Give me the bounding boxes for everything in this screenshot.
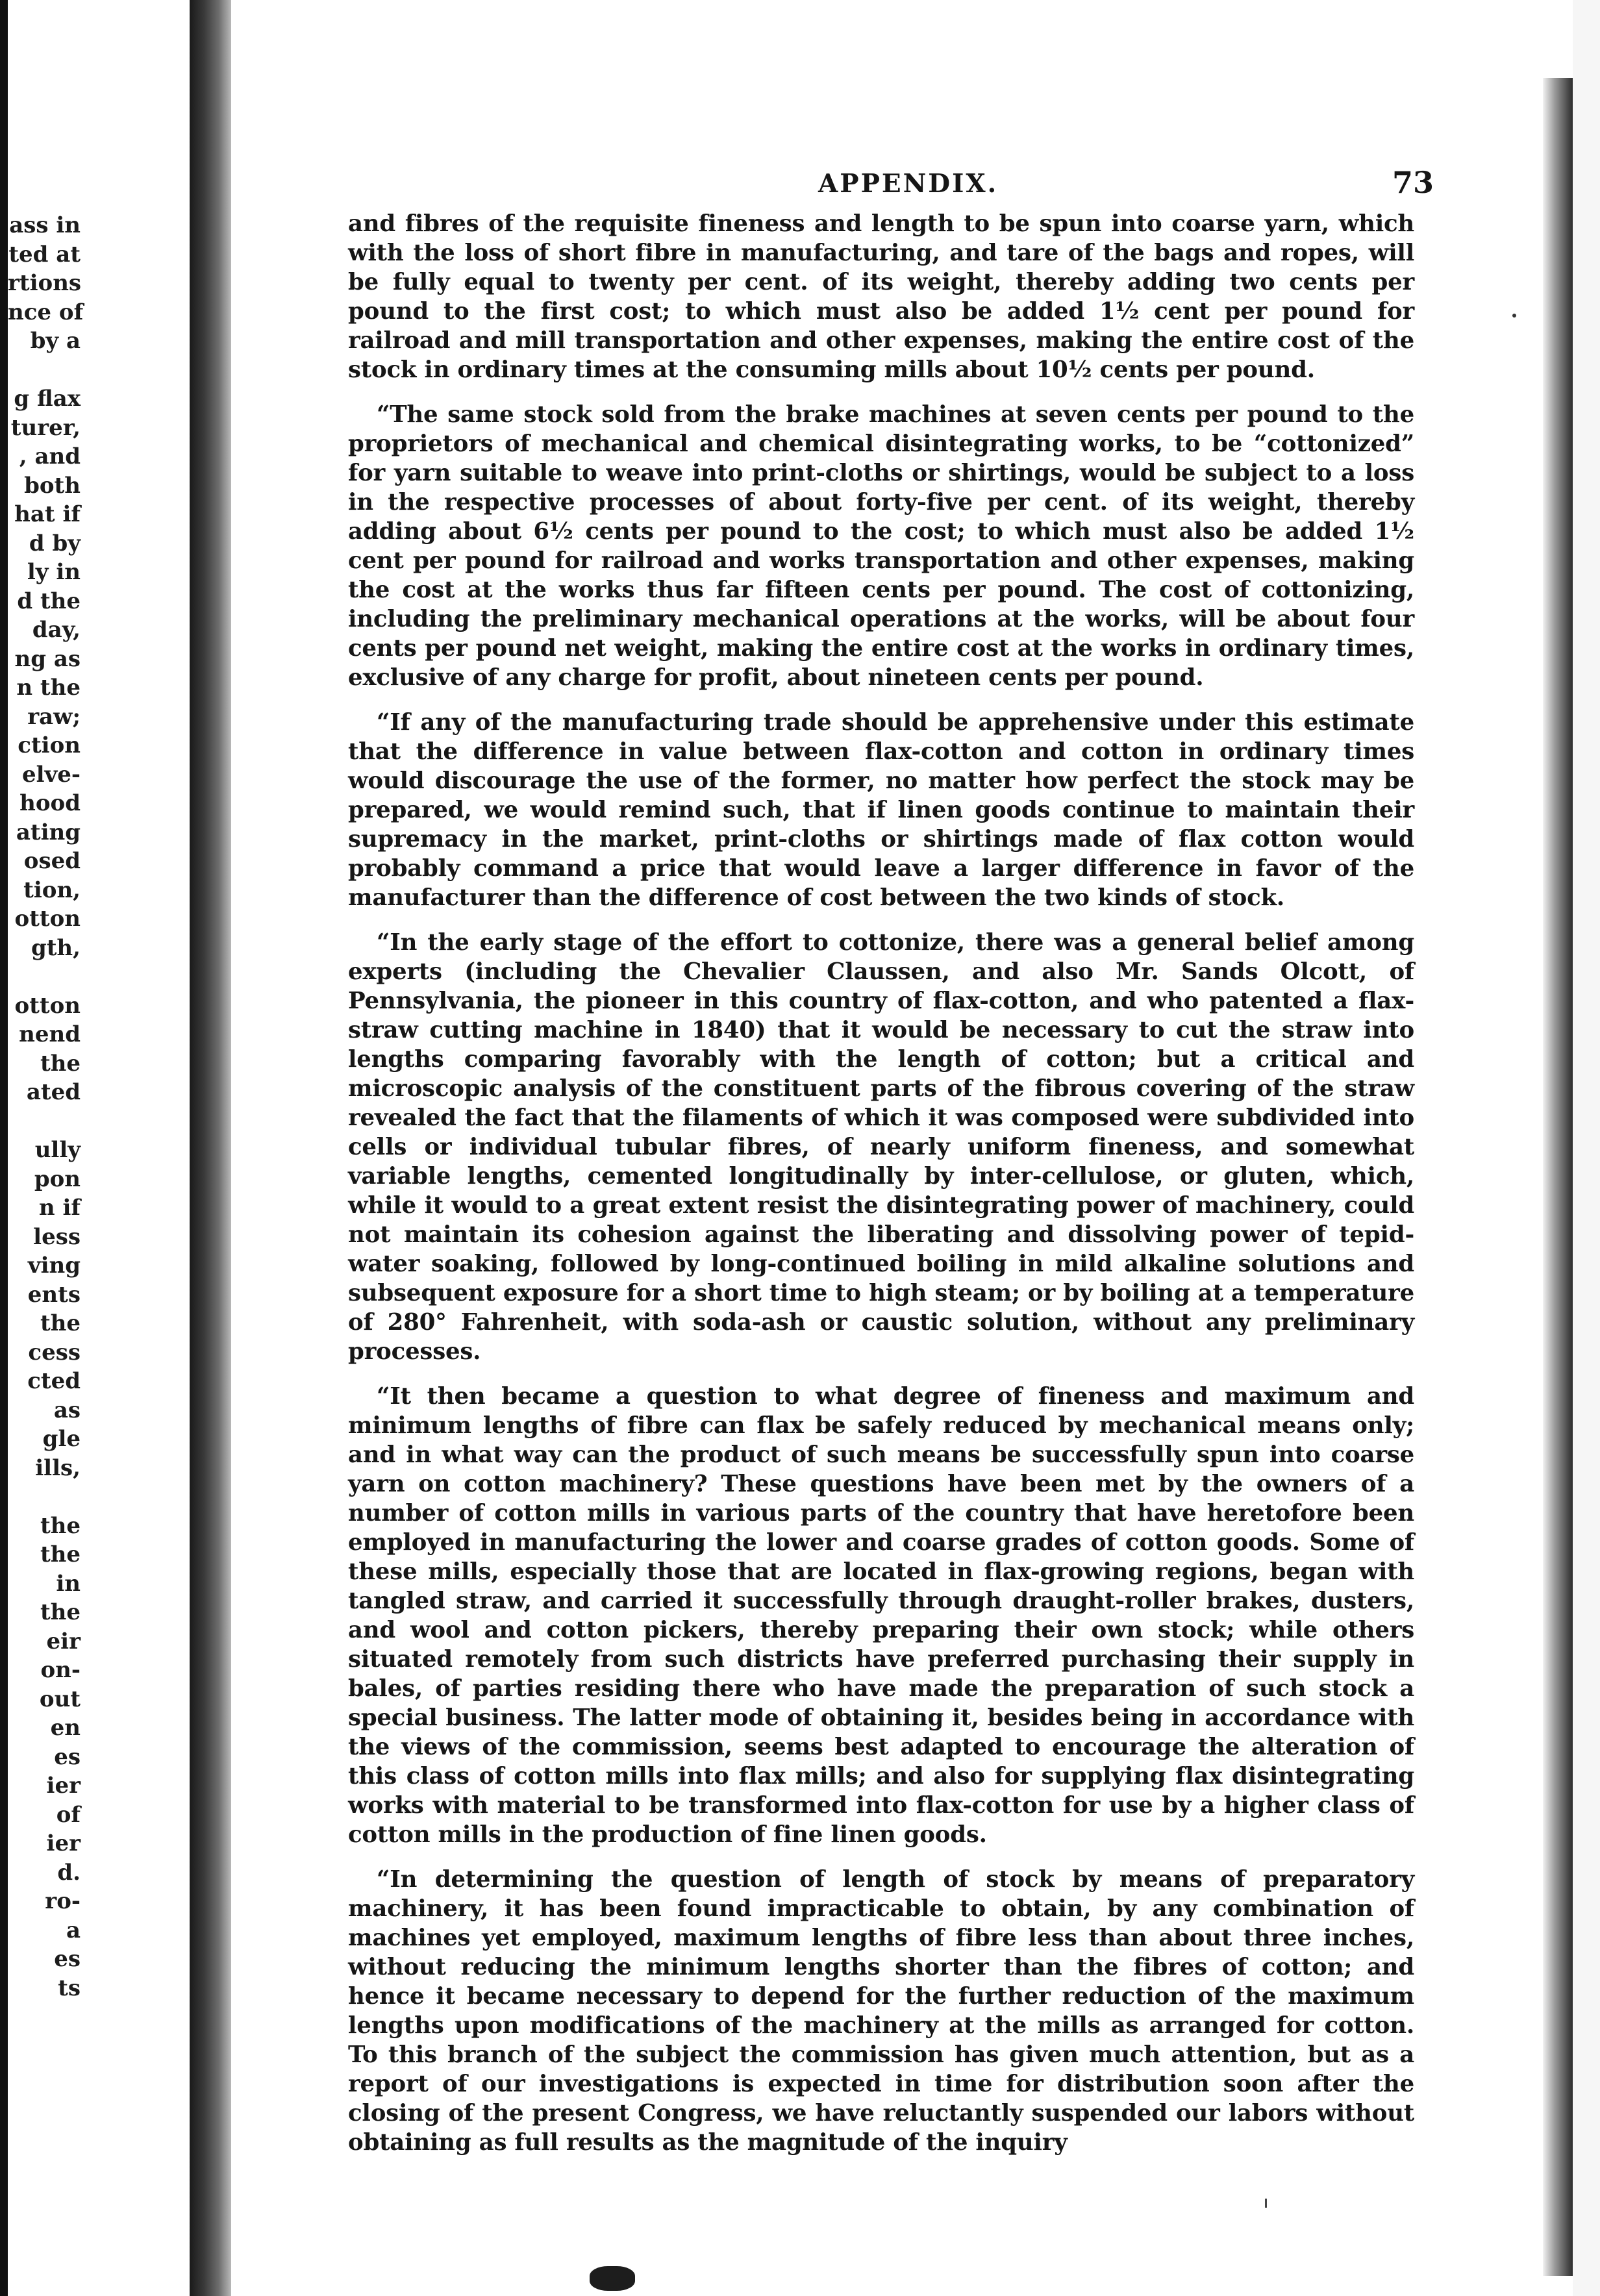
scan-border-left bbox=[0, 0, 8, 2296]
fragment-line: ier bbox=[46, 1830, 81, 1856]
fragment-line: eir bbox=[46, 1628, 81, 1654]
fragment-line bbox=[8, 1107, 190, 1136]
fragment-line: cess bbox=[28, 1339, 81, 1366]
fragment-line: ills, bbox=[35, 1454, 81, 1481]
fragment-line: the bbox=[40, 1310, 81, 1336]
fragment-line: rtions bbox=[8, 270, 82, 296]
fragment-line: by a bbox=[30, 328, 81, 354]
paragraph-2: “The same stock sold from the brake machines at seven cents per pound to the proprietors of mechanical and chemical disintegrating works, to be “cottonized” for yarn suitable to weave into print-cloths or shirtings, would be subject to a loss in the respective processes of about forty-five per cent. of its weight, thereby adding about 6½ cents per pound to the cost; to which must also be added 1½ cent per pound for railroad and works transportation and other expenses, making the cost at the works thus far fifteen cents per pound. The cost of cottonizing, including the preliminary mechanical operations at the works, will be about four cents per pound net weight, making the entire cost at the works in ordinary times, exclusive of any charge for profit, about nineteen cents per pound. bbox=[348, 401, 1414, 691]
page-edge-shadow bbox=[1543, 78, 1573, 2276]
running-title: APPENDIX. bbox=[818, 169, 999, 199]
paragraph-1: and fibres of the requisite fineness and length to be spun into coarse yarn, which with the loss of short fibre in manufacturing, and tare of the bags and ropes, will be fully equal to twenty per cent. of its weight, thereby adding two cents per pound to the first cost; to which must also be added 1½ cent per pound for railroad and mill transportation and other expenses, making the entire cost of the stock in ordinary times at the consuming mills about 10½ cents per pound. bbox=[348, 210, 1414, 383]
scan-speck bbox=[1512, 314, 1516, 318]
fragment-line: d by bbox=[29, 530, 81, 556]
fragment-line: day, bbox=[32, 617, 81, 643]
fragment-line: hat if bbox=[14, 501, 81, 527]
fragment-line: pon bbox=[34, 1166, 81, 1192]
scan-speck bbox=[1265, 2199, 1267, 2208]
fragment-line: nend bbox=[19, 1021, 81, 1047]
fragment-line: ully bbox=[34, 1137, 81, 1163]
paragraph-6: “In determining the question of length of stock by means of preparatory machinery, it has been found impracticable to obtain, by any combination of machines yet employed, maximum lengths of fibre less than about three inches, without reducing the minimum lengths shorter than the fibres of cotton; and hence it became necessary to depend for the further reduction of the maximum lengths upon modifications of the machinery at the mills as arranged for cotton. To this branch of the subject the commission has given much attention, but as a report of our investigations is expected in time for distribution soon after the closing of the present Congress, we have reluctantly suspended our labors without obtaining as full results as the magnitude of the inquiry bbox=[348, 1866, 1414, 2156]
fragment-line: elve- bbox=[21, 761, 81, 788]
fragment-line: n the bbox=[16, 675, 81, 701]
fragment-line: ro- bbox=[45, 1888, 81, 1914]
fragment-line: in bbox=[56, 1570, 81, 1597]
fragment-line: turer, bbox=[10, 414, 81, 441]
fragment-line: ving bbox=[27, 1253, 81, 1279]
fragment-line bbox=[8, 962, 190, 992]
fragment-line: ating bbox=[16, 819, 81, 845]
fragment-line: ass in bbox=[9, 212, 81, 238]
fragment-line: d the bbox=[17, 588, 81, 614]
fragment-line: on- bbox=[40, 1657, 81, 1683]
fragment-line: en bbox=[50, 1715, 81, 1741]
fragment-line: the bbox=[40, 1050, 81, 1077]
fragment-line bbox=[8, 1482, 190, 1512]
fragment-line: n if bbox=[38, 1195, 81, 1221]
paragraph-4: “In the early stage of the effort to cottonize, there was a general belief among experts (including the Chevalier Claussen, and also Mr. Sands Olcott, of Pennsylvania, the pioneer in this country of flax-cotton, and who patented a flax-straw cutting machine in 1840) that it would be necessary to cut the straw into lengths comparing favorably with the length of cotton; but a critical and microscopic analysis of the constituent parts of the fibrous covering of the straw revealed the fact that the filaments of which it was composed were subdivided into cells or individual tubular fibres, of nearly uniform fineness, and somewhat variable lengths, cemented longitudinally by inter-cellulose, or gluten, which, while it would to a great extent resist the disintegrating power of machinery, could not maintain its cohesion against the liberating and dissolving power of tepid-water soaking, followed by long-continued boiling in mild alkaline solutions and subsequent exposure for a short time to high steam; or by boiling at a temperature of 280° Fahrenheit, with soda-ash or caustic solution, without any preliminary processes. bbox=[348, 929, 1414, 1365]
fragment-line: both bbox=[24, 472, 81, 499]
running-head bbox=[348, 162, 1434, 209]
fragment-line bbox=[8, 356, 190, 385]
fragment-line: ng as bbox=[14, 645, 81, 672]
paragraph-5: “It then became a question to what degree of fineness and maximum and minimum lengths of fibre can flax be safely reduced by mechanical means only; and in what way can the product of such means be successfully spun into coarse yarn on cotton machinery? These questions have been met by the owners of a number of cotton mills in various parts of the country that have heretofore been employed in manufacturing the lower and coarse grades of cotton goods. Some of these mills, especially those that are located in flax-growing regions, began with tangled straw, and carried it successfully through draught-roller brakes, dusters, and wool and cotton pickers, thereby preparing their own stock; while others situated remotely from such districts have preferred purchasing their supply in bales, of parties residing there who have made the preparation of such stock a special business. The latter mode of obtaining it, besides being in accordance with the views of the commission, seems best adapted to encourage the alteration of this class of cotton mills into flax mills; and also for supplying flax disintegrating works with material to be transformed into flax-cotton for use by a higher class of cotton mills in the production of fine linen goods. bbox=[348, 1383, 1414, 1848]
fragment-line: ted at bbox=[8, 241, 81, 268]
facing-page-fragment bbox=[8, 211, 190, 2003]
fragment-line: es bbox=[54, 1743, 81, 1770]
fragment-line: the bbox=[40, 1599, 81, 1625]
fragment-line: otton bbox=[14, 906, 81, 932]
fragment-line: ction bbox=[18, 732, 81, 758]
fragment-line: ts bbox=[58, 1975, 81, 2001]
fragment-line: gth, bbox=[31, 934, 81, 961]
page-number: 73 bbox=[1392, 165, 1434, 200]
fragment-line: raw; bbox=[27, 703, 81, 730]
fragment-line: as bbox=[53, 1397, 81, 1423]
book-gutter bbox=[190, 0, 231, 2296]
fragment-line: , and bbox=[19, 443, 81, 469]
book-page bbox=[348, 162, 1434, 2173]
scan-smudge bbox=[590, 2266, 635, 2291]
fragment-line: a bbox=[66, 1917, 81, 1943]
paragraph-3: “If any of the manufacturing trade should be apprehensive under this estimate that the difference in value between flax-cotton and cotton in ordinary times would discourage the use of the former, no matter how perfect the stock may be prepared, we would remind such, that if linen goods continue to maintain their supremacy in the market, print-cloths or shirtings made of flax cotton would probably command a price that would leave a larger difference in favor of the manufacturer than the difference of cost between the two kinds of stock. bbox=[348, 709, 1414, 911]
fragment-line: the bbox=[40, 1512, 81, 1539]
fragment-line: the bbox=[40, 1541, 81, 1567]
fragment-line: ly in bbox=[27, 559, 81, 585]
fragment-line: es bbox=[54, 1946, 81, 1972]
fragment-line: less bbox=[33, 1223, 81, 1250]
fragment-line: cted bbox=[27, 1368, 81, 1394]
fragment-line: ier bbox=[46, 1773, 81, 1799]
fragment-line: ated bbox=[26, 1079, 81, 1105]
fragment-line: nce of bbox=[8, 299, 84, 325]
fragment-line: g flax bbox=[14, 386, 81, 412]
fragment-line: out bbox=[39, 1686, 81, 1712]
fragment-line: hood bbox=[19, 790, 81, 816]
fragment-line: d. bbox=[57, 1859, 81, 1886]
fragment-line: of bbox=[56, 1801, 81, 1828]
scan-border-right bbox=[1573, 0, 1600, 2296]
fragment-line: tion, bbox=[23, 877, 81, 903]
fragment-line: ents bbox=[27, 1281, 81, 1308]
fragment-line: gle bbox=[42, 1426, 81, 1452]
fragment-line: osed bbox=[23, 848, 81, 874]
fragment-line: otton bbox=[14, 992, 81, 1019]
